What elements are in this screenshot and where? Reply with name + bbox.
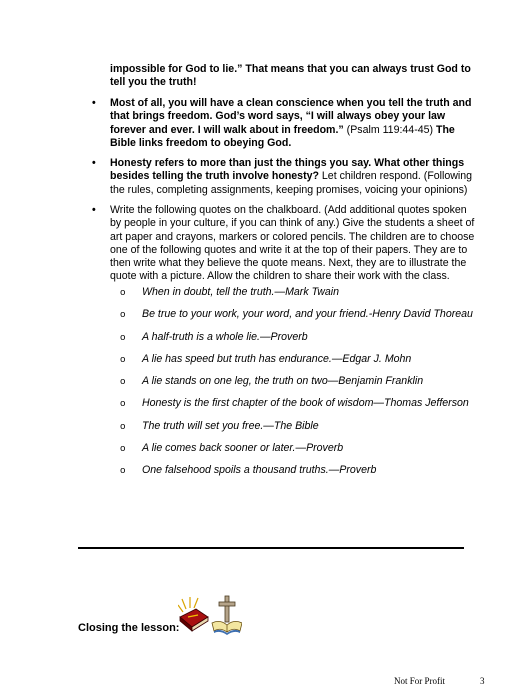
bullet-freedom-bold: Most of all, you will have a clean conscience when you tell the truth and that brings freedom. God’s word says, “I will always obey your law forever and ever. I will walk about in freedom.”	[110, 97, 472, 136]
quote-text: The truth will set you free.—The Bible	[142, 419, 319, 432]
list-item	[120, 397, 490, 419]
bullet-freedom-ref: (Psalm 119:44-45)	[343, 123, 436, 136]
bullet-activity-text: Write the following quotes on the chalkboard. (Add additional quotes spoken by people in your culture, if you can think of any.) Give the students a sheet of art paper and crayons, markers or colored pencils. The children are to choose one of the following quotes and write it at the top of their papers. They are to then write what they believe the quote means. Next, they are to illustrate the quote with a picture. Allow the children to share their work with the class.	[110, 204, 475, 283]
circle-bullet-icon: o	[120, 310, 126, 321]
bullet-freedom-tail: The Bible links freedom to obeying God.	[110, 123, 455, 149]
quote-text: A lie stands on one leg, the truth on two—Benjamin Franklin	[142, 375, 424, 388]
bullet-marker: •	[92, 97, 96, 109]
quote-text: Be true to your work, your word, and your friend.-Henry David Thoreau	[142, 308, 473, 321]
intro-paragraph	[110, 63, 480, 90]
list-item	[120, 308, 490, 330]
quote-text: Honesty is the first chapter of the book of wisdom—Thomas Jefferson	[142, 397, 469, 410]
quote-text: One falsehood spoils a thousand truths.—Proverb	[142, 464, 377, 477]
list-item	[120, 375, 490, 397]
bullet-marker: •	[92, 204, 96, 216]
bullet-honesty-text: Let children respond. (Following the rules, completing assignments, keeping promises, voicing your opinions)	[110, 170, 473, 196]
page-number: 3	[480, 676, 485, 686]
circle-bullet-icon: o	[120, 288, 126, 298]
bullet-activity	[92, 204, 480, 284]
circle-bullet-icon: o	[120, 354, 126, 365]
list-item	[120, 331, 490, 353]
footer-text: Not For Profit	[394, 676, 446, 686]
bullet-honesty-bold: Honesty refers to more than just the things you say. What other things besides telling the truth involve honesty?	[110, 157, 465, 183]
bullet-marker: •	[92, 157, 96, 169]
quote-text: A lie comes back sooner or later.—Proverb	[142, 442, 344, 455]
quotes-list	[120, 286, 490, 487]
quote-text: A lie has speed but truth has endurance.—Edgar J. Mohn	[142, 352, 412, 365]
circle-bullet-icon: o	[120, 377, 126, 388]
bullet-honesty	[92, 157, 480, 197]
circle-bullet-icon: o	[120, 466, 126, 477]
circle-bullet-icon: o	[120, 399, 126, 410]
closing-label: Closing the lesson:	[78, 622, 180, 634]
list-item	[120, 420, 490, 442]
list-item	[120, 464, 490, 486]
list-item	[120, 286, 490, 308]
bible-and-cross-icon	[178, 595, 242, 635]
circle-bullet-icon: o	[120, 444, 126, 455]
list-item	[120, 442, 490, 464]
bullet-freedom	[92, 97, 480, 150]
list-item	[120, 353, 490, 375]
circle-bullet-icon: o	[120, 421, 126, 432]
section-divider	[78, 547, 464, 549]
quote-text: A half-truth is a whole lie.—Proverb	[142, 330, 308, 343]
circle-bullet-icon: o	[120, 332, 126, 343]
quote-text: When in doubt, tell the truth.—Mark Twain	[142, 286, 340, 298]
intro-text: impossible for God to lie.” That means that you can always trust God to tell you the truth!	[110, 63, 471, 89]
